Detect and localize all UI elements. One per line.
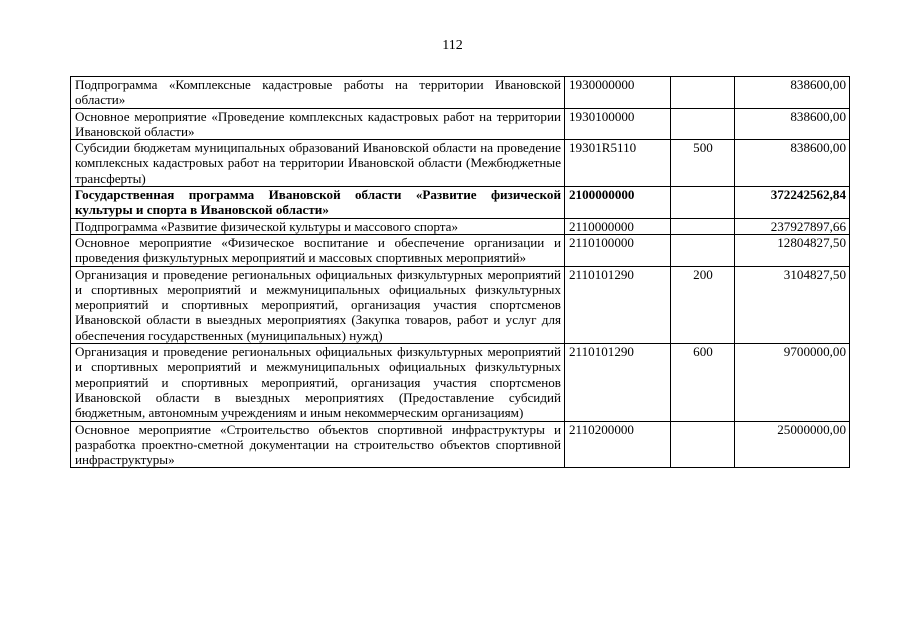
row-code: 1930100000 [565, 108, 671, 140]
row-expense-type [671, 108, 735, 140]
row-code: 1930000000 [565, 77, 671, 109]
table-row [71, 234, 850, 266]
table-row [71, 140, 850, 187]
row-name: Подпрограмма «Развитие физической культуры и массового спорта» [71, 218, 565, 234]
row-name: Организация и проведение региональных официальных физкультурных мероприятий и спортивных мероприятий и межмуниципальных официальных физкультурных мероприятий и спортивных мероприятий, организация участия спортсменов Ивановской области в выездных мероприятиях (Предоставление субсидий бюджетным, автономным учреждениям и иным некоммерческим организациям) [71, 344, 565, 421]
row-amount: 9700000,00 [735, 344, 850, 421]
row-name: Субсидии бюджетам муниципальных образований Ивановской области на проведение комплексных кадастровых работ на территории Ивановской области (Межбюджетные трансферты) [71, 140, 565, 187]
row-code: 2110101290 [565, 344, 671, 421]
row-amount: 838600,00 [735, 108, 850, 140]
row-code: 2110200000 [565, 421, 671, 468]
table-row-program [71, 187, 850, 219]
row-amount: 372242562,84 [735, 187, 850, 219]
row-amount: 237927897,66 [735, 218, 850, 234]
row-expense-type: 500 [671, 140, 735, 187]
row-name: Основное мероприятие «Физическое воспитание и обеспечение организации и проведения физкультурных мероприятий и массовых спортивных мероприятий» [71, 234, 565, 266]
row-expense-type [671, 421, 735, 468]
row-amount: 12804827,50 [735, 234, 850, 266]
row-name: Государственная программа Ивановской области «Развитие физической культуры и спорта в Ивановской области» [71, 187, 565, 219]
row-amount: 838600,00 [735, 77, 850, 109]
budget-table-body [71, 77, 850, 468]
row-code: 2110101290 [565, 266, 671, 343]
table-row [71, 421, 850, 468]
row-code: 2110100000 [565, 234, 671, 266]
row-expense-type [671, 187, 735, 219]
row-name: Организация и проведение региональных официальных физкультурных мероприятий и спортивных мероприятий и межмуниципальных официальных физкультурных мероприятий и спортивных мероприятий, организация участия спортсменов Ивановской области в выездных мероприятиях (Закупка товаров, работ и услуг для обеспечения государственных (муниципальных) нужд) [71, 266, 565, 343]
row-amount: 25000000,00 [735, 421, 850, 468]
table-row [71, 108, 850, 140]
row-amount: 838600,00 [735, 140, 850, 187]
row-code: 2100000000 [565, 187, 671, 219]
row-expense-type [671, 218, 735, 234]
table-row [71, 344, 850, 421]
row-amount: 3104827,50 [735, 266, 850, 343]
budget-table [70, 76, 850, 468]
page-number: 112 [442, 38, 463, 53]
row-expense-type: 200 [671, 266, 735, 343]
table-row [71, 266, 850, 343]
row-expense-type: 600 [671, 344, 735, 421]
table-row [71, 218, 850, 234]
table-row [71, 77, 850, 109]
row-code: 2110000000 [565, 218, 671, 234]
row-expense-type [671, 77, 735, 109]
row-name: Подпрограмма «Комплексные кадастровые работы на территории Ивановской области» [71, 77, 565, 109]
row-name: Основное мероприятие «Проведение комплексных кадастровых работ на территории Ивановской области» [71, 108, 565, 140]
row-name: Основное мероприятие «Строительство объектов спортивной инфраструктуры и разработка проектно-сметной документации на строительство объектов спортивной инфраструктуры» [71, 421, 565, 468]
row-expense-type [671, 234, 735, 266]
row-code: 19301R5110 [565, 140, 671, 187]
